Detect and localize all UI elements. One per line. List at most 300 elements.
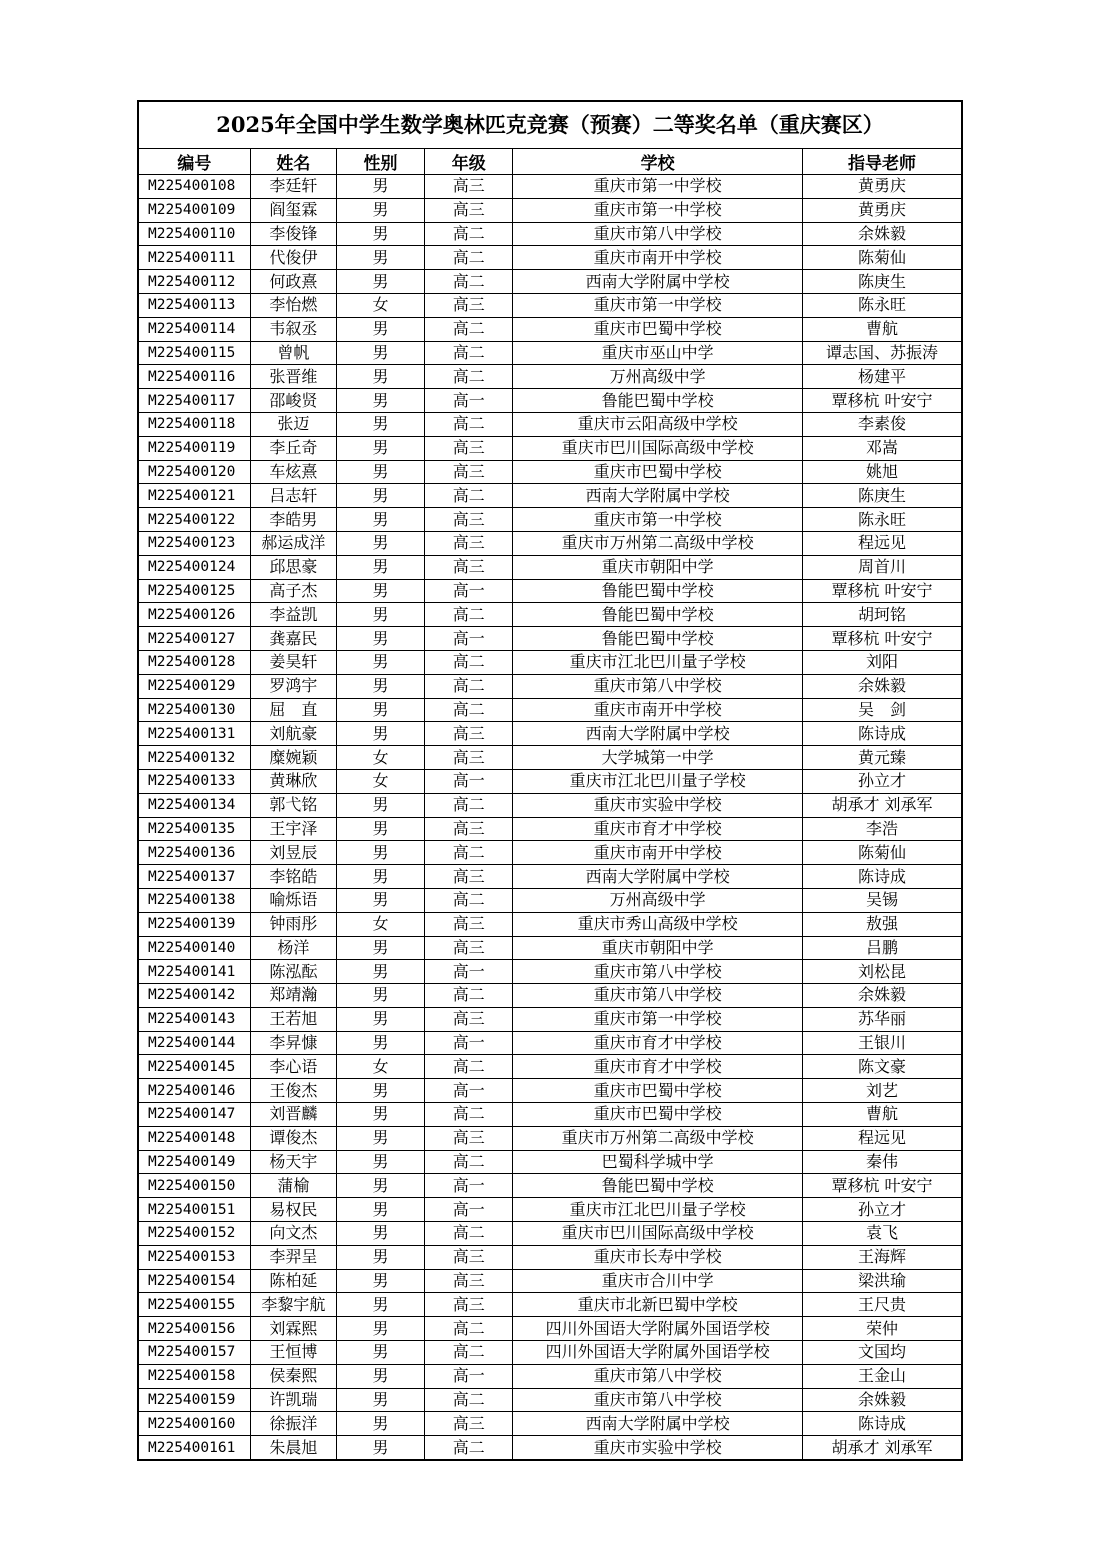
school-cell: 重庆市万州第二高级中学校 <box>513 531 803 555</box>
table-body <box>138 175 962 1461</box>
gender-cell: 男 <box>336 246 424 270</box>
table-row <box>138 531 962 555</box>
gender-cell: 男 <box>336 412 424 436</box>
grade-cell: 高二 <box>425 246 513 270</box>
name-cell: 易权民 <box>250 1198 336 1222</box>
teacher-cell: 袁飞 <box>803 1222 962 1246</box>
grade-cell: 高二 <box>425 1388 513 1412</box>
table-row <box>138 412 962 436</box>
column-header-name: 姓名 <box>250 149 336 175</box>
teacher-cell: 曹航 <box>803 317 962 341</box>
table-row <box>138 888 962 912</box>
grade-cell: 高三 <box>425 936 513 960</box>
school-cell: 重庆市巫山中学 <box>513 341 803 365</box>
gender-cell: 男 <box>336 365 424 389</box>
gender-cell: 男 <box>336 1364 424 1388</box>
table-row <box>138 603 962 627</box>
table-row <box>138 817 962 841</box>
table-row <box>138 460 962 484</box>
teacher-cell: 刘松昆 <box>803 960 962 984</box>
teacher-cell: 余姝毅 <box>803 984 962 1008</box>
grade-cell: 高二 <box>425 674 513 698</box>
school-cell: 重庆市江北巴川量子学校 <box>513 650 803 674</box>
school-cell: 重庆市南开中学校 <box>513 841 803 865</box>
table-row <box>138 793 962 817</box>
table-row <box>138 555 962 579</box>
gender-cell: 男 <box>336 1126 424 1150</box>
grade-cell: 高二 <box>425 341 513 365</box>
school-cell: 重庆市云阳高级中学校 <box>513 412 803 436</box>
teacher-cell: 程远见 <box>803 531 962 555</box>
gender-cell: 男 <box>336 198 424 222</box>
school-cell: 巴蜀科学城中学 <box>513 1150 803 1174</box>
id-cell: M225400111 <box>138 246 250 270</box>
school-cell: 万州高级中学 <box>513 365 803 389</box>
school-cell: 重庆市第八中学校 <box>513 674 803 698</box>
gender-cell: 男 <box>336 508 424 532</box>
table-row <box>138 746 962 770</box>
teacher-cell: 余姝毅 <box>803 222 962 246</box>
id-cell: M225400122 <box>138 508 250 532</box>
gender-cell: 男 <box>336 341 424 365</box>
grade-cell: 高一 <box>425 579 513 603</box>
id-cell: M225400149 <box>138 1150 250 1174</box>
teacher-cell: 李浩 <box>803 817 962 841</box>
gender-cell: 女 <box>336 746 424 770</box>
teacher-cell: 覃移杭 叶安宁 <box>803 627 962 651</box>
table-row <box>138 912 962 936</box>
id-cell: M225400146 <box>138 1079 250 1103</box>
gender-cell: 男 <box>336 793 424 817</box>
school-cell: 重庆市第一中学校 <box>513 175 803 199</box>
school-cell: 重庆市北新巴蜀中学校 <box>513 1293 803 1317</box>
award-list-sheet <box>137 100 963 1461</box>
grade-cell: 高二 <box>425 412 513 436</box>
school-cell: 重庆市江北巴川量子学校 <box>513 769 803 793</box>
id-cell: M225400154 <box>138 1269 250 1293</box>
table-row <box>138 841 962 865</box>
school-cell: 大学城第一中学 <box>513 746 803 770</box>
id-cell: M225400152 <box>138 1222 250 1246</box>
teacher-cell: 陈诗成 <box>803 865 962 889</box>
id-cell: M225400135 <box>138 817 250 841</box>
name-cell: 罗鸿宇 <box>250 674 336 698</box>
school-cell: 重庆市合川中学 <box>513 1269 803 1293</box>
name-cell: 蒲榆 <box>250 1174 336 1198</box>
id-cell: M225400138 <box>138 888 250 912</box>
table-row <box>138 627 962 651</box>
school-cell: 重庆市江北巴川量子学校 <box>513 1198 803 1222</box>
grade-cell: 高二 <box>425 984 513 1008</box>
name-cell: 朱晨旭 <box>250 1436 336 1460</box>
gender-cell: 男 <box>336 1412 424 1436</box>
name-cell: 李昇慷 <box>250 1031 336 1055</box>
school-cell: 鲁能巴蜀中学校 <box>513 627 803 651</box>
gender-cell: 男 <box>336 817 424 841</box>
id-cell: M225400140 <box>138 936 250 960</box>
name-cell: 杨洋 <box>250 936 336 960</box>
name-cell: 郑靖瀚 <box>250 984 336 1008</box>
grade-cell: 高一 <box>425 1364 513 1388</box>
id-cell: M225400118 <box>138 412 250 436</box>
school-cell: 四川外国语大学附属外国语学校 <box>513 1317 803 1341</box>
grade-cell: 高一 <box>425 1031 513 1055</box>
id-cell: M225400159 <box>138 1388 250 1412</box>
school-cell: 西南大学附属中学校 <box>513 722 803 746</box>
name-cell: 许凯瑞 <box>250 1388 336 1412</box>
school-cell: 重庆市第八中学校 <box>513 1364 803 1388</box>
name-cell: 李丘奇 <box>250 436 336 460</box>
table-row <box>138 1198 962 1222</box>
id-cell: M225400115 <box>138 341 250 365</box>
grade-cell: 高一 <box>425 960 513 984</box>
teacher-cell: 陈诗成 <box>803 1412 962 1436</box>
table-row <box>138 1388 962 1412</box>
table-row <box>138 960 962 984</box>
school-cell: 重庆市巴蜀中学校 <box>513 1103 803 1127</box>
name-cell: 韦叙丞 <box>250 317 336 341</box>
id-cell: M225400123 <box>138 531 250 555</box>
name-cell: 李铭皓 <box>250 865 336 889</box>
school-cell: 西南大学附属中学校 <box>513 1412 803 1436</box>
gender-cell: 男 <box>336 1103 424 1127</box>
table-row <box>138 984 962 1008</box>
teacher-cell: 王金山 <box>803 1364 962 1388</box>
teacher-cell: 胡承才 刘承军 <box>803 1436 962 1460</box>
grade-cell: 高三 <box>425 722 513 746</box>
table-row <box>138 1103 962 1127</box>
school-cell: 重庆市第八中学校 <box>513 1388 803 1412</box>
teacher-cell: 姚旭 <box>803 460 962 484</box>
grade-cell: 高一 <box>425 1079 513 1103</box>
table-row <box>138 1364 962 1388</box>
id-cell: M225400160 <box>138 1412 250 1436</box>
teacher-cell: 余姝毅 <box>803 1388 962 1412</box>
gender-cell: 男 <box>336 984 424 1008</box>
grade-cell: 高三 <box>425 555 513 579</box>
id-cell: M225400144 <box>138 1031 250 1055</box>
table-row <box>138 1031 962 1055</box>
name-cell: 陈柏延 <box>250 1269 336 1293</box>
table-row <box>138 936 962 960</box>
school-cell: 西南大学附属中学校 <box>513 270 803 294</box>
teacher-cell: 敖强 <box>803 912 962 936</box>
id-cell: M225400141 <box>138 960 250 984</box>
grade-cell: 高二 <box>425 317 513 341</box>
gender-cell: 男 <box>336 555 424 579</box>
table-row <box>138 246 962 270</box>
gender-cell: 男 <box>336 674 424 698</box>
grade-cell: 高三 <box>425 460 513 484</box>
school-cell: 鲁能巴蜀中学校 <box>513 603 803 627</box>
page-title: 2025年全国中学生数学奥林匹克竞赛（预赛）二等奖名单（重庆赛区） <box>138 101 962 149</box>
name-cell: 李廷轩 <box>250 175 336 199</box>
teacher-cell: 黄元臻 <box>803 746 962 770</box>
table-row <box>138 508 962 532</box>
teacher-cell: 陈庚生 <box>803 484 962 508</box>
grade-cell: 高二 <box>425 1150 513 1174</box>
teacher-cell: 黄勇庆 <box>803 198 962 222</box>
school-cell: 重庆市巴川国际高级中学校 <box>513 436 803 460</box>
id-cell: M225400119 <box>138 436 250 460</box>
grade-cell: 高二 <box>425 603 513 627</box>
id-cell: M225400134 <box>138 793 250 817</box>
table-row <box>138 674 962 698</box>
name-cell: 车炫熹 <box>250 460 336 484</box>
table-row <box>138 698 962 722</box>
table-row <box>138 270 962 294</box>
name-cell: 王若旭 <box>250 1007 336 1031</box>
teacher-cell: 周首川 <box>803 555 962 579</box>
teacher-cell: 王银川 <box>803 1031 962 1055</box>
id-cell: M225400109 <box>138 198 250 222</box>
teacher-cell: 吕鹏 <box>803 936 962 960</box>
grade-cell: 高二 <box>425 841 513 865</box>
gender-cell: 男 <box>336 1317 424 1341</box>
school-cell: 重庆市第一中学校 <box>513 293 803 317</box>
school-cell: 重庆市第八中学校 <box>513 222 803 246</box>
name-cell: 张晋维 <box>250 365 336 389</box>
gender-cell: 男 <box>336 436 424 460</box>
column-header-school: 学校 <box>513 149 803 175</box>
id-cell: M225400128 <box>138 650 250 674</box>
id-cell: M225400125 <box>138 579 250 603</box>
id-cell: M225400113 <box>138 293 250 317</box>
table-row <box>138 650 962 674</box>
name-cell: 刘晋麟 <box>250 1103 336 1127</box>
grade-cell: 高二 <box>425 1222 513 1246</box>
column-header-gender: 性别 <box>336 149 424 175</box>
gender-cell: 女 <box>336 293 424 317</box>
teacher-cell: 孙立才 <box>803 1198 962 1222</box>
gender-cell: 男 <box>336 1079 424 1103</box>
gender-cell: 男 <box>336 389 424 413</box>
name-cell: 李益凯 <box>250 603 336 627</box>
name-cell: 李皓男 <box>250 508 336 532</box>
name-cell: 屈 直 <box>250 698 336 722</box>
name-cell: 李怡燃 <box>250 293 336 317</box>
table-row <box>138 1007 962 1031</box>
table-row <box>138 389 962 413</box>
id-cell: M225400161 <box>138 1436 250 1460</box>
teacher-cell: 黄勇庆 <box>803 175 962 199</box>
grade-cell: 高三 <box>425 1007 513 1031</box>
grade-cell: 高三 <box>425 198 513 222</box>
name-cell: 陈泓酝 <box>250 960 336 984</box>
id-cell: M225400151 <box>138 1198 250 1222</box>
gender-cell: 男 <box>336 175 424 199</box>
gender-cell: 男 <box>336 1007 424 1031</box>
grade-cell: 高三 <box>425 531 513 555</box>
name-cell: 代俊伊 <box>250 246 336 270</box>
teacher-cell: 陈庚生 <box>803 270 962 294</box>
school-cell: 重庆市第八中学校 <box>513 984 803 1008</box>
header-row <box>138 149 962 175</box>
name-cell: 郝运成洋 <box>250 531 336 555</box>
school-cell: 重庆市育才中学校 <box>513 1055 803 1079</box>
grade-cell: 高三 <box>425 293 513 317</box>
gender-cell: 男 <box>336 960 424 984</box>
gender-cell: 男 <box>336 603 424 627</box>
teacher-cell: 孙立才 <box>803 769 962 793</box>
gender-cell: 男 <box>336 1269 424 1293</box>
name-cell: 谭俊杰 <box>250 1126 336 1150</box>
table-row <box>138 865 962 889</box>
school-cell: 鲁能巴蜀中学校 <box>513 1174 803 1198</box>
grade-cell: 高二 <box>425 650 513 674</box>
teacher-cell: 吴 剑 <box>803 698 962 722</box>
id-cell: M225400137 <box>138 865 250 889</box>
school-cell: 重庆市育才中学校 <box>513 1031 803 1055</box>
id-cell: M225400145 <box>138 1055 250 1079</box>
name-cell: 刘昱辰 <box>250 841 336 865</box>
name-cell: 糜婉颖 <box>250 746 336 770</box>
teacher-cell: 梁洪瑜 <box>803 1269 962 1293</box>
gender-cell: 男 <box>336 579 424 603</box>
school-cell: 四川外国语大学附属外国语学校 <box>513 1341 803 1365</box>
school-cell: 重庆市巴蜀中学校 <box>513 460 803 484</box>
grade-cell: 高一 <box>425 1198 513 1222</box>
id-cell: M225400142 <box>138 984 250 1008</box>
gender-cell: 男 <box>336 1174 424 1198</box>
school-cell: 重庆市实验中学校 <box>513 1436 803 1460</box>
school-cell: 重庆市秀山高级中学校 <box>513 912 803 936</box>
id-cell: M225400129 <box>138 674 250 698</box>
name-cell: 何政熹 <box>250 270 336 294</box>
grade-cell: 高二 <box>425 484 513 508</box>
grade-cell: 高三 <box>425 508 513 532</box>
school-cell: 鲁能巴蜀中学校 <box>513 579 803 603</box>
grade-cell: 高二 <box>425 1436 513 1460</box>
name-cell: 王宇泽 <box>250 817 336 841</box>
name-cell: 阎玺霖 <box>250 198 336 222</box>
gender-cell: 男 <box>336 1245 424 1269</box>
teacher-cell: 陈永旺 <box>803 293 962 317</box>
teacher-cell: 苏华丽 <box>803 1007 962 1031</box>
id-cell: M225400124 <box>138 555 250 579</box>
teacher-cell: 覃移杭 叶安宁 <box>803 1174 962 1198</box>
id-cell: M225400132 <box>138 746 250 770</box>
table-row <box>138 1245 962 1269</box>
teacher-cell: 陈文豪 <box>803 1055 962 1079</box>
grade-cell: 高二 <box>425 1317 513 1341</box>
gender-cell: 男 <box>336 1436 424 1460</box>
gender-cell: 男 <box>336 865 424 889</box>
name-cell: 曾帆 <box>250 341 336 365</box>
grade-cell: 高三 <box>425 1293 513 1317</box>
grade-cell: 高三 <box>425 1269 513 1293</box>
gender-cell: 男 <box>336 1198 424 1222</box>
id-cell: M225400143 <box>138 1007 250 1031</box>
school-cell: 重庆市南开中学校 <box>513 246 803 270</box>
id-cell: M225400155 <box>138 1293 250 1317</box>
name-cell: 王恒博 <box>250 1341 336 1365</box>
id-cell: M225400121 <box>138 484 250 508</box>
school-cell: 重庆市巴川国际高级中学校 <box>513 1222 803 1246</box>
table-row <box>138 1079 962 1103</box>
grade-cell: 高三 <box>425 912 513 936</box>
grade-cell: 高二 <box>425 793 513 817</box>
name-cell: 李俊锋 <box>250 222 336 246</box>
teacher-cell: 秦伟 <box>803 1150 962 1174</box>
id-cell: M225400114 <box>138 317 250 341</box>
teacher-cell: 曹航 <box>803 1103 962 1127</box>
school-cell: 西南大学附属中学校 <box>513 865 803 889</box>
gender-cell: 男 <box>336 650 424 674</box>
id-cell: M225400108 <box>138 175 250 199</box>
id-cell: M225400153 <box>138 1245 250 1269</box>
grade-cell: 高二 <box>425 1055 513 1079</box>
teacher-cell: 王海辉 <box>803 1245 962 1269</box>
table-row <box>138 1436 962 1460</box>
teacher-cell: 程远见 <box>803 1126 962 1150</box>
school-cell: 重庆市实验中学校 <box>513 793 803 817</box>
id-cell: M225400139 <box>138 912 250 936</box>
school-cell: 重庆市育才中学校 <box>513 817 803 841</box>
name-cell: 龚嘉民 <box>250 627 336 651</box>
gender-cell: 男 <box>336 222 424 246</box>
name-cell: 李黎宇航 <box>250 1293 336 1317</box>
table-row <box>138 484 962 508</box>
teacher-cell: 文国均 <box>803 1341 962 1365</box>
gender-cell: 男 <box>336 698 424 722</box>
teacher-cell: 刘阳 <box>803 650 962 674</box>
id-cell: M225400117 <box>138 389 250 413</box>
table-row <box>138 198 962 222</box>
teacher-cell: 王尺贵 <box>803 1293 962 1317</box>
award-table <box>137 100 963 1461</box>
school-cell: 重庆市巴蜀中学校 <box>513 317 803 341</box>
school-cell: 重庆市第一中学校 <box>513 198 803 222</box>
teacher-cell: 荣仲 <box>803 1317 962 1341</box>
table-row <box>138 293 962 317</box>
gender-cell: 男 <box>336 1388 424 1412</box>
name-cell: 李心语 <box>250 1055 336 1079</box>
gender-cell: 男 <box>336 722 424 746</box>
teacher-cell: 余姝毅 <box>803 674 962 698</box>
gender-cell: 男 <box>336 484 424 508</box>
name-cell: 徐振洋 <box>250 1412 336 1436</box>
teacher-cell: 吴锡 <box>803 888 962 912</box>
grade-cell: 高三 <box>425 1245 513 1269</box>
table-row <box>138 722 962 746</box>
gender-cell: 男 <box>336 531 424 555</box>
gender-cell: 男 <box>336 317 424 341</box>
name-cell: 高子杰 <box>250 579 336 603</box>
school-cell: 重庆市朝阳中学 <box>513 936 803 960</box>
grade-cell: 高二 <box>425 365 513 389</box>
table-row <box>138 317 962 341</box>
name-cell: 喻烁语 <box>250 888 336 912</box>
grade-cell: 高二 <box>425 1341 513 1365</box>
gender-cell: 男 <box>336 460 424 484</box>
name-cell: 郭弋铭 <box>250 793 336 817</box>
id-cell: M225400126 <box>138 603 250 627</box>
teacher-cell: 陈永旺 <box>803 508 962 532</box>
id-cell: M225400130 <box>138 698 250 722</box>
id-cell: M225400131 <box>138 722 250 746</box>
gender-cell: 男 <box>336 1150 424 1174</box>
name-cell: 向文杰 <box>250 1222 336 1246</box>
school-cell: 重庆市万州第二高级中学校 <box>513 1126 803 1150</box>
school-cell: 重庆市朝阳中学 <box>513 555 803 579</box>
school-cell: 重庆市第一中学校 <box>513 508 803 532</box>
name-cell: 钟雨彤 <box>250 912 336 936</box>
name-cell: 邱思豪 <box>250 555 336 579</box>
school-cell: 重庆市第一中学校 <box>513 1007 803 1031</box>
grade-cell: 高二 <box>425 270 513 294</box>
table-row <box>138 1341 962 1365</box>
